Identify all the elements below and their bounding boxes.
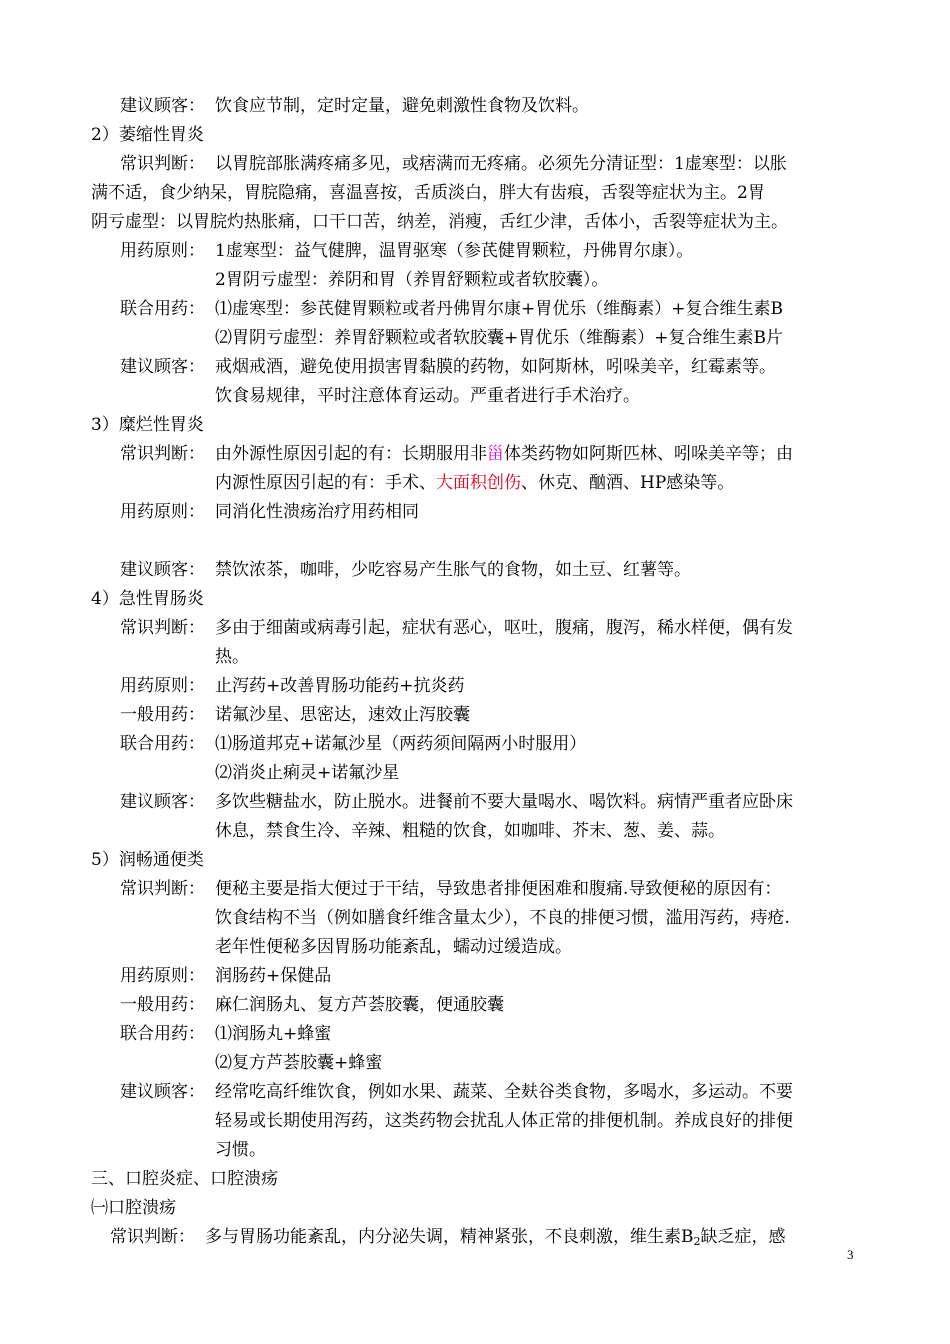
principle-text: 润肠药+保健品: [215, 966, 332, 986]
advice-label: 建议顾客：: [120, 1082, 205, 1102]
advice-label: 建议顾客：: [120, 96, 205, 116]
advice-label: 建议顾客：: [120, 357, 205, 377]
section-heading: 4）急性胃肠炎: [91, 589, 204, 609]
section-heading: 2）萎缩性胃炎: [91, 125, 204, 145]
combination-text: ⑵复方芦荟胶囊+蜂蜜: [215, 1053, 383, 1073]
subscript: 2: [693, 1235, 701, 1248]
principle-label: 用药原则：: [120, 676, 205, 696]
text-segment: 体类药物如阿斯匹林、吲哚美辛等；由: [504, 444, 793, 464]
judgement-label: 常识判断：: [120, 154, 205, 174]
subsection-heading: ㈠口腔溃疡: [91, 1198, 176, 1218]
highlighted-character: 甾: [487, 444, 504, 464]
judgement-text: 满不适，食少纳呆，胃脘隐痛，喜温喜按，舌质淡白，胖大有齿痕，舌裂等症状为主。2胃: [91, 183, 765, 203]
judgement-text: 便秘主要是指大便过于干结，导致患者排便困难和腹痛.导致便秘的原因有：: [215, 879, 782, 899]
judgement-text: 饮食结构不当（例如膳食纤维含量太少），不良的排便习惯，滥用泻药，痔疮.: [215, 908, 790, 928]
combination-text: ⑴润肠丸+蜂蜜: [215, 1024, 332, 1044]
combination-text: ⑴肠道邦克+诺氟沙星（两药须间隔两小时服用）: [215, 734, 587, 754]
judgement-label: 常识判断：: [120, 879, 205, 899]
text-segment: 、休克、酗酒、HP感染等。: [521, 473, 735, 493]
judgement-text: 老年性便秘多因胃肠功能紊乱，蠕动过缓造成。: [215, 937, 572, 957]
combination-label: 联合用药：: [120, 1024, 205, 1044]
advice-text: 习惯。: [215, 1140, 266, 1160]
judgement-text: 以胃脘部胀满疼痛多见，或痞满而无疼痛。必须先分清证型：1虚寒型：以胀: [215, 154, 787, 174]
advice-label: 建议顾客：: [120, 560, 205, 580]
general-med-label: 一般用药：: [120, 995, 205, 1015]
principle-label: 用药原则：: [120, 502, 205, 522]
section-heading: 5）润畅通便类: [91, 850, 204, 870]
principle-text: 同消化性溃疡治疗用药相同: [215, 502, 419, 522]
advice-text: 多饮些糖盐水，防止脱水。进餐前不要大量喝水、喝饮料。病情严重者应卧床: [215, 792, 793, 812]
judgement-text: 阴亏虚型：以胃脘灼热胀痛，口干口苦，纳差，消瘦，舌红少津，舌体小，舌裂等症状为主。: [91, 212, 788, 232]
judgement-label: 常识判断：: [110, 1227, 195, 1247]
text-segment: 缺乏症，感: [700, 1227, 786, 1247]
combination-text: ⑵胃阴亏虚型：养胃舒颗粒或者软胶囊+胃优乐（维酶素）+复合维生素B片: [215, 328, 783, 348]
principle-text: 1虚寒型：益气健脾，温胃驱寒（参芪健胃颗粒，丹佛胃尔康）。: [215, 241, 694, 261]
general-med-label: 一般用药：: [120, 705, 205, 725]
text-segment: 由外源性原因引起的有：长期服用非: [215, 444, 487, 464]
judgement-label: 常识判断：: [120, 444, 205, 464]
general-med-text: 诺氟沙星、思密达，速效止泻胶囊: [215, 705, 470, 725]
combination-text: ⑴虚寒型：参芪健胃颗粒或者丹佛胃尔康+胃优乐（维酶素）+复合维生素B: [215, 299, 783, 319]
judgement-text: [215, 469, 734, 498]
advice-label: 建议顾客：: [120, 792, 205, 812]
text-segment: 内源性原因引起的有：手术、: [215, 473, 436, 493]
part-heading: 三、口腔炎症、口腔溃疡: [91, 1169, 278, 1189]
advice-text: 轻易或长期使用泻药，这类药物会扰乱人体正常的排便机制。养成良好的排便: [215, 1111, 793, 1131]
judgement-text: [205, 1223, 786, 1256]
advice-text: 饮食易规律，平时注意体育运动。严重者进行手术治疗。: [215, 386, 640, 406]
advice-text: 饮食应节制，定时定量，避免刺激性食物及饮料。: [215, 96, 589, 116]
highlighted-phrase: 大面积创伤: [436, 473, 521, 493]
judgement-text: 热。: [215, 647, 249, 667]
principle-text: 2胃阴亏虚型：养阴和胃（养胃舒颗粒或者软胶囊）。: [215, 270, 609, 290]
text-segment: 多与胃肠功能紊乱，内分泌失调，精神紧张，不良刺激，维生素B: [205, 1227, 694, 1247]
general-med-text: 麻仁润肠丸、复方芦荟胶囊，便通胶囊: [215, 995, 504, 1015]
principle-label: 用药原则：: [120, 241, 205, 261]
combination-label: 联合用药：: [120, 734, 205, 754]
advice-text: 经常吃高纤维饮食，例如水果、蔬菜、全麸谷类食物，多喝水，多运动。不要: [215, 1082, 793, 1102]
advice-text: 禁饮浓茶，咖啡，少吃容易产生胀气的食物，如土豆、红薯等。: [215, 560, 691, 580]
advice-text: 戒烟戒酒，避免使用损害胃黏膜的药物，如阿斯林，吲哚美辛，红霉素等。: [215, 357, 776, 377]
combination-text: ⑵消炎止痢灵+诺氟沙星: [215, 763, 400, 783]
advice-text: 休息，禁食生冷、辛辣、粗糙的饮食，如咖啡、芥末、葱、姜、蒜。: [215, 821, 725, 841]
judgement-text: [215, 440, 793, 469]
judgement-label: 常识判断：: [120, 618, 205, 638]
principle-label: 用药原则：: [120, 966, 205, 986]
principle-text: 止泻药+改善胃肠功能药+抗炎药: [215, 676, 465, 696]
combination-label: 联合用药：: [120, 299, 205, 319]
page-number: 3: [847, 1247, 854, 1262]
section-heading: 3）糜烂性胃炎: [91, 415, 204, 435]
judgement-text: 多由于细菌或病毒引起，症状有恶心，呕吐，腹痛，腹泻，稀水样便，偶有发: [215, 618, 793, 638]
